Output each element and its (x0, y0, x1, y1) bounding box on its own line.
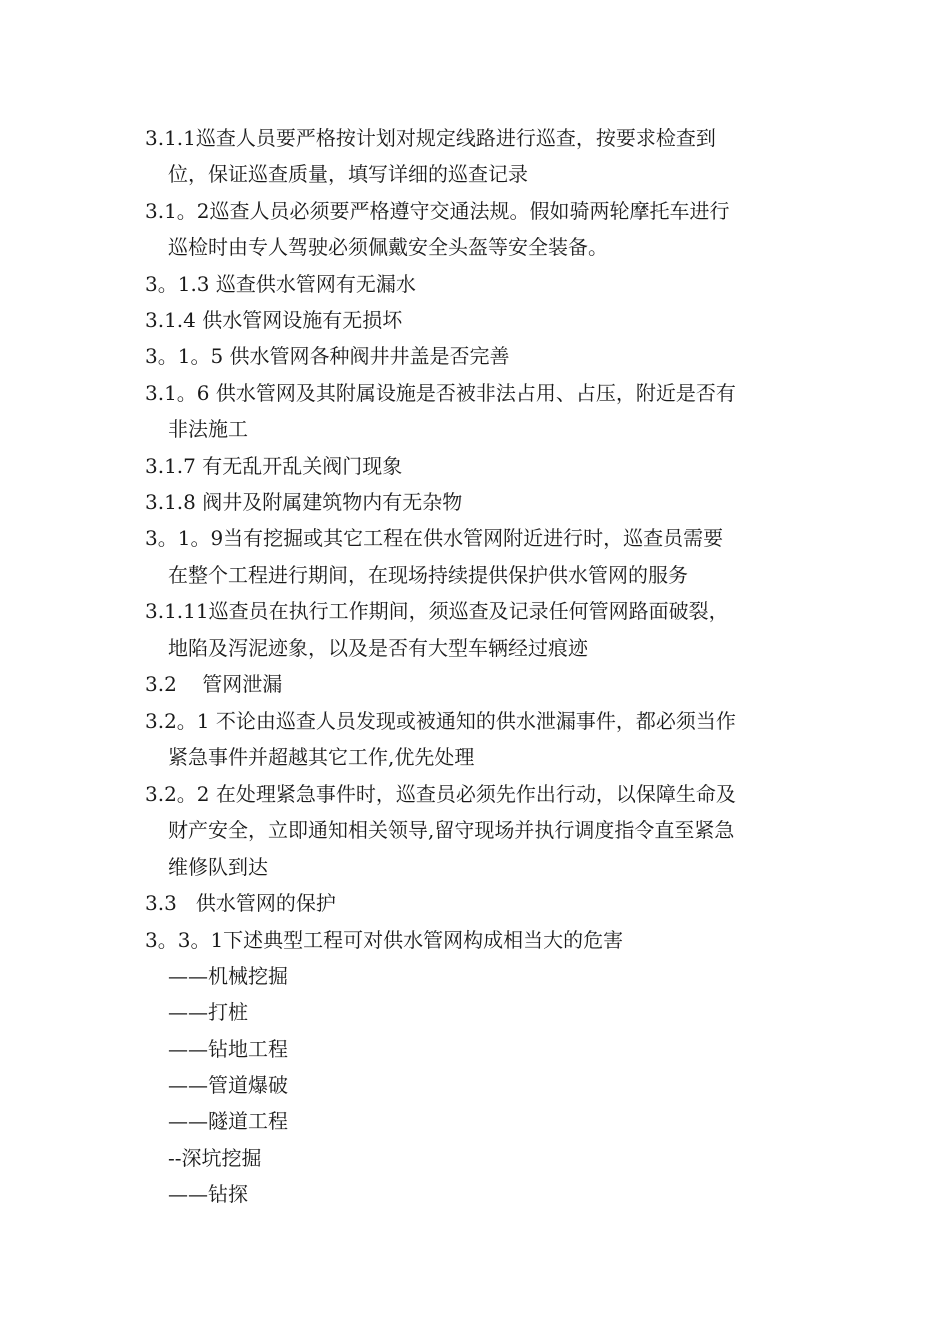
list-item-dash-2: ——打桩 (168, 1000, 248, 1024)
text-line-17: 3.2。1 不论由巡查人员发现或被通知的供水泄漏事件，都必须当作 (145, 709, 736, 733)
text-line-14: 3.1.11巡查员在执行工作期间，须巡查及记录任何管网路面破裂， (145, 599, 729, 623)
text-line-10: 3.1.7 有无乱开乱关阀门现象 (145, 454, 403, 478)
text-line-2: 位，保证巡查质量，填写详细的巡查记录 (168, 162, 528, 186)
text-line-20: 财产安全，立即通知相关领导,留守现场并执行调度指令直至紧急 (168, 818, 735, 842)
text-line-11: 3.1.8 阀井及附属建筑物内有无杂物 (145, 490, 463, 514)
section-heading-3-2: 3.2 管网泄漏 (145, 672, 283, 696)
text-line-23: 3。3。1下述典型工程可对供水管网构成相当大的危害 (145, 928, 624, 952)
list-item-dash-4: ——管道爆破 (168, 1073, 288, 1097)
list-item-dash-6: --深坑挖掘 (168, 1146, 262, 1170)
list-item-dash-3: ——钻地工程 (168, 1037, 288, 1061)
text-line-7: 3。1。5 供水管网各种阀井井盖是否完善 (145, 344, 510, 368)
text-line-19: 3.2。2 在处理紧急事件时，巡查员必须先作出行动，以保障生命及 (145, 782, 736, 806)
list-item-dash-7: ——钻探 (168, 1182, 248, 1206)
text-line-8: 3.1。6 供水管网及其附属设施是否被非法占用、占压，附近是否有 (145, 381, 736, 405)
section-heading-3-3: 3.3 供水管网的保护 (145, 891, 336, 915)
text-line-4: 巡检时由专人驾驶必须佩戴安全头盔等安全装备。 (168, 235, 608, 259)
text-line-21: 维修队到达 (168, 855, 268, 879)
text-line-3: 3.1。2巡查人员必须要严格遵守交通法规。假如骑两轮摩托车进行 (145, 199, 730, 223)
text-line-15: 地陷及泻泥迹象，以及是否有大型车辆经过痕迹 (168, 636, 588, 660)
list-item-dash-5: ——隧道工程 (168, 1109, 288, 1133)
list-item-dash-1: ——机械挖掘 (168, 964, 288, 988)
text-line-1: 3.1.1巡查人员要严格按计划对规定线路进行巡查，按要求检查到 (145, 126, 716, 150)
text-line-18: 紧急事件并超越其它工作,优先处理 (168, 745, 475, 769)
text-line-6: 3.1.4 供水管网设施有无损坏 (145, 308, 403, 332)
text-line-9: 非法施工 (168, 417, 248, 441)
text-line-12: 3。1。9当有挖掘或其它工程在供水管网附近进行时，巡查员需要 (145, 526, 724, 550)
text-line-5: 3。1.3 巡查供水管网有无漏水 (145, 272, 416, 296)
text-line-13: 在整个工程进行期间，在现场持续提供保护供水管网的服务 (168, 563, 688, 587)
